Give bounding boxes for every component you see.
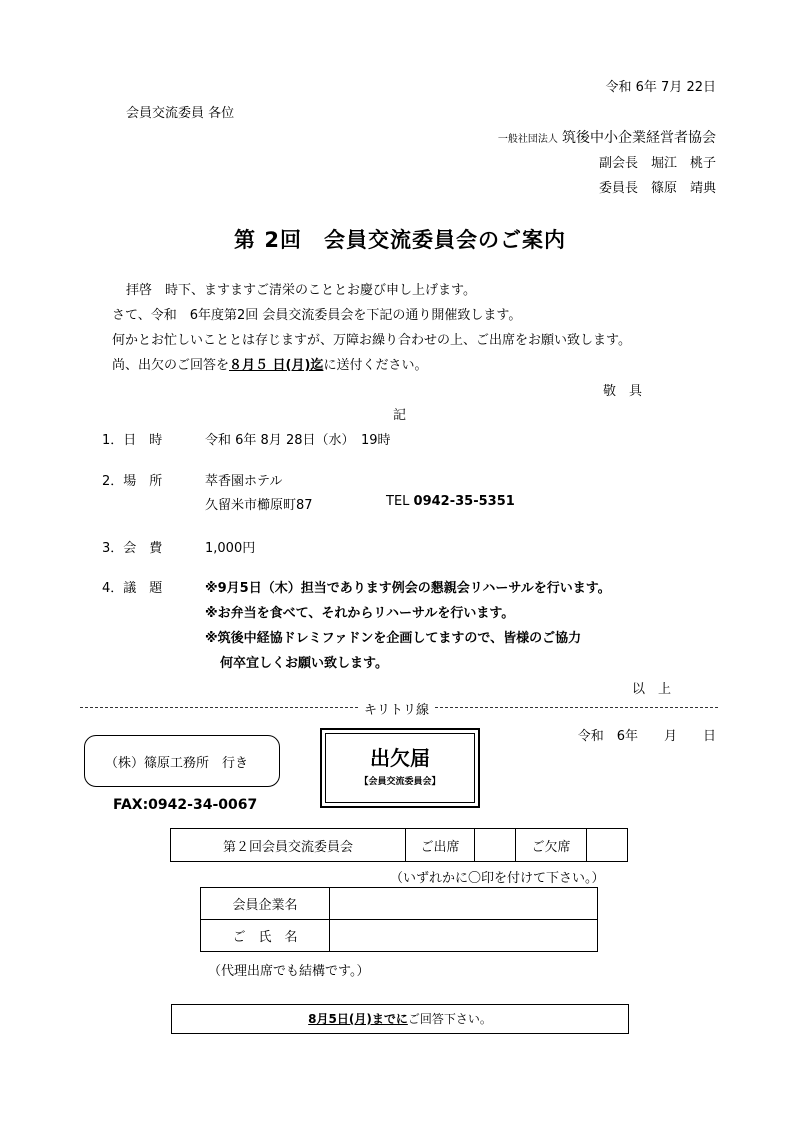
item-datetime-label: 1．日 時: [102, 433, 163, 448]
organization: [498, 127, 716, 147]
ijo: 以 上: [632, 682, 672, 697]
greeting-line: 拝啓 時下、ますますご清栄のこととお慶び申し上げます。: [126, 283, 476, 298]
org-name: 筑後中小企業経営者協会: [562, 130, 716, 146]
attend-mark-cell[interactable]: [475, 829, 516, 862]
agenda-line-1: ※9月5日（木）担当であります例会の懇親会リハーサルを行います。: [205, 581, 611, 596]
company-input-cell[interactable]: [330, 888, 598, 920]
absent-label-cell: ご欠席: [516, 829, 587, 862]
chair: 委員長 篠原 靖典: [598, 181, 716, 196]
absent-mark-cell[interactable]: [587, 829, 628, 862]
destination-text: （株）篠原工務所 行き: [105, 756, 249, 771]
deadline-box: [171, 1004, 629, 1034]
table-row: [201, 888, 598, 920]
item-datetime-value: 令和 6年 8月 28日（水） 19時: [205, 433, 391, 448]
item-place-tel: [386, 494, 515, 509]
item-place-address: 久留米市櫛原町87: [205, 498, 313, 513]
table-row: [171, 829, 628, 862]
ki-label: 記: [393, 408, 407, 423]
item-fee-label: 3．会 費: [102, 541, 163, 556]
stamp-title: 出欠届: [370, 746, 430, 770]
tel-number: 0942-35-5351: [413, 494, 515, 509]
vice-chair: 副会長 堀江 桃子: [598, 156, 716, 171]
stamp-subtitle: 【会員交流委員会】: [359, 777, 441, 787]
item-place-name: 萃香園ホテル: [205, 474, 283, 489]
company-label-cell: 会員企業名: [201, 888, 330, 920]
deadline-text: ご回答下さい。: [407, 1012, 492, 1026]
deadline-date: 8月5日(月)までに: [308, 1012, 408, 1026]
name-input-cell[interactable]: [330, 920, 598, 952]
item-agenda-label: 4．議 題: [102, 581, 163, 596]
item-place-label: 2．場 所: [102, 474, 163, 489]
body-line-3: 何かとお忙しいこととは存じますが、万障お繰り合わせの上、ご出席をお願い致します。: [112, 333, 631, 348]
agenda-line-4: 何卒宜しくお願い致します。: [220, 656, 388, 671]
page-title: 第 2回 会員交流委員会のご案内: [234, 228, 566, 252]
keigu: 敬 具: [603, 384, 643, 399]
destination-box: [84, 735, 280, 787]
org-prefix: 一般社団法人: [497, 134, 558, 145]
table-row: [201, 920, 598, 952]
reply-request-pre: 尚、出欠のご回答を: [112, 358, 230, 373]
attendance-table: [170, 828, 628, 862]
attendance-stamp: [320, 728, 480, 808]
tel-label: TEL: [386, 494, 410, 509]
proxy-note: （代理出席でも結構です。）: [208, 964, 370, 979]
member-info-table: [200, 887, 598, 952]
attend-label-cell: ご出席: [406, 829, 475, 862]
meeting-name-cell: 第２回会員交流委員会: [171, 829, 406, 862]
agenda-line-3: ※筑後中経協ドレミファドンを企画してますので、皆様のご協力: [205, 631, 582, 646]
body-line-4: [112, 354, 427, 373]
cut-line-label: キリトリ線: [360, 699, 433, 718]
addressee: 会員交流委員 各位: [126, 106, 235, 121]
item-fee-value: 1,000円: [205, 541, 256, 556]
fax-number: FAX:0942-34-0067: [113, 797, 258, 813]
agenda-line-2: ※お弁当を食べて、それからリハーサルを行います。: [205, 606, 515, 621]
body-line-2: さて、令和 6年度第2回 会員交流委員会を下記の通り開催致します。: [112, 308, 522, 323]
mark-note: （いずれかに〇印を付けて下さい。）: [390, 871, 605, 886]
reply-request-post: に送付ください。: [323, 358, 428, 373]
name-label-cell: ご 氏 名: [201, 920, 330, 952]
document-date: 令和 6年 7月 22日: [605, 80, 716, 95]
reply-deadline: ８月５ 日(月)迄: [229, 358, 324, 373]
form-date: 令和 6年 月 日: [577, 729, 716, 744]
